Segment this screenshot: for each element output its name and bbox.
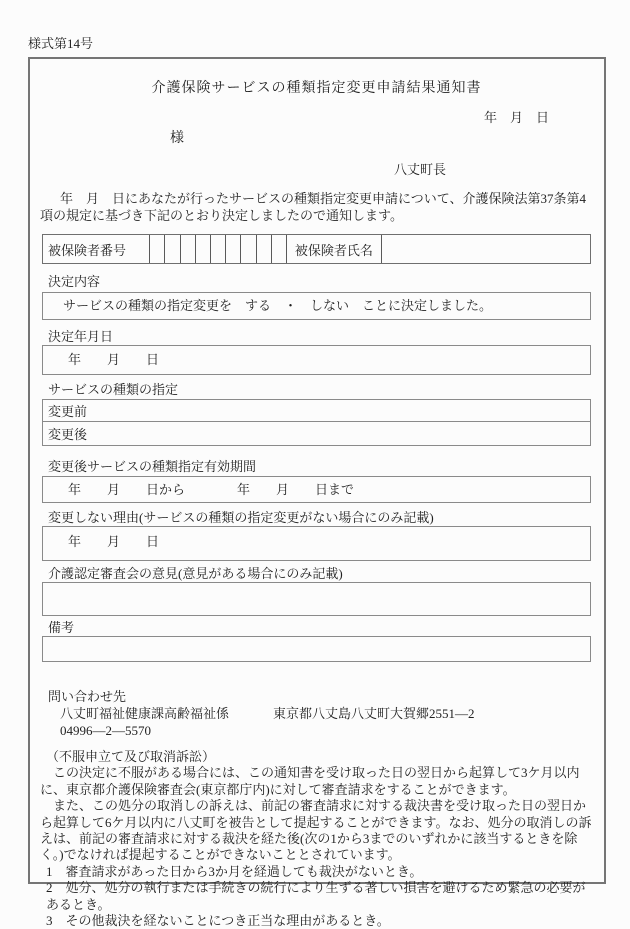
decision-date-label: 決定年月日 bbox=[48, 329, 114, 344]
insured-number-cell bbox=[256, 235, 271, 263]
service-type-row-before: 変更前 bbox=[48, 404, 88, 419]
decision-box: サービスの種類の指定変更を する ・ しない ことに決定しました。 bbox=[42, 292, 591, 320]
contact-department: 八丈町福祉健康課高齢福祉係 bbox=[60, 706, 230, 721]
insured-number-cell bbox=[240, 235, 255, 263]
service-type-box bbox=[42, 399, 591, 446]
insured-number-label: 被保険者番号 bbox=[48, 242, 127, 258]
appeal-paragraph-2: また、この処分の取消しの訴えは、前記の審査請求に対する裁決書を受け取った日の翌日から起算して6ケ月以内に八丈町を被告として提起することができます。なお、処分の取消しの訴えは、前記の審査請求に対する裁決を経た後(次の1から3までのいずれかに該当するときを除く。)でなければ提起することができないこととされています。 bbox=[40, 798, 592, 863]
insured-number-cell bbox=[271, 235, 286, 263]
service-type-row-after: 変更後 bbox=[43, 421, 590, 445]
committee-opinion-label: 介護認定審査会の意見(意見がある場合にのみ記載) bbox=[48, 566, 343, 581]
insured-number-cells bbox=[134, 235, 286, 263]
remarks-label: 備考 bbox=[48, 620, 75, 635]
issue-date: 年 月 日 bbox=[483, 110, 549, 125]
validity-box: 年 月 日から 年 月 日まで bbox=[42, 476, 591, 503]
committee-opinion-box bbox=[42, 582, 591, 616]
contact-phone: 04996—2—5570 bbox=[60, 723, 151, 738]
insured-number-cell bbox=[164, 235, 179, 263]
insured-number-cell bbox=[225, 235, 240, 263]
form-number: 様式第14号 bbox=[28, 36, 94, 51]
issuer-title: 八丈町長 bbox=[394, 162, 447, 177]
addressee-honorific: 様 bbox=[170, 131, 184, 146]
contact-heading: 問い合わせ先 bbox=[48, 689, 127, 704]
contact-address: 東京都八丈島八丈町大賀郷2551—2 bbox=[273, 706, 475, 721]
insured-table bbox=[42, 234, 591, 264]
intro-paragraph: 年 月 日にあなたが行ったサービスの種類指定変更申請について、介護保険法第37条第4項の規定に基づき下記のとおり決定しましたので通知します。 bbox=[40, 191, 586, 223]
notice-sheet bbox=[28, 57, 606, 929]
remarks-box bbox=[42, 636, 591, 662]
insured-name-value bbox=[381, 235, 590, 263]
insured-number-cell bbox=[210, 235, 225, 263]
service-type-label: サービスの種類の指定 bbox=[48, 382, 179, 397]
appeal-item-1: 1 審査請求があった日から3か月を経過しても裁決がないとき。 bbox=[46, 863, 423, 879]
appeal-section bbox=[40, 749, 597, 929]
appeal-heading: （不服申立て及び取消訴訟） bbox=[46, 749, 216, 764]
no-change-reason-box: 年 月 日 bbox=[42, 526, 591, 561]
decision-date-box: 年 月 日 bbox=[42, 345, 591, 375]
appeal-item-3: 3 その他裁決を経ないことにつき正当な理由があるとき。 bbox=[46, 913, 390, 929]
validity-label: 変更後サービスの種類指定有効期間 bbox=[48, 459, 257, 474]
appeal-paragraph-1: この決定に不服がある場合には、この通知書を受け取った日の翌日から起算して3ケ月以内に、東京都介護保険審査会(東京都庁内)に対して審査請求をすることができます。 bbox=[40, 765, 580, 797]
insured-number-cell bbox=[149, 235, 164, 263]
no-change-reason-label: 変更しない理由(サービスの種類の指定変更がない場合にのみ記載) bbox=[48, 510, 434, 525]
appeal-items bbox=[40, 864, 597, 929]
insured-number-cell bbox=[134, 235, 149, 263]
insured-name-label: 被保険者氏名 bbox=[286, 235, 381, 263]
notice-title: 介護保険サービスの種類指定変更申請結果通知書 bbox=[151, 81, 482, 96]
decision-label: 決定内容 bbox=[48, 274, 101, 289]
insured-number-cell bbox=[180, 235, 195, 263]
appeal-item-2: 2 処分、処分の執行または手続きの続行により生ずる著しい損害を避けるため緊急の必要があるとき。 bbox=[46, 880, 586, 912]
insured-number-cell bbox=[195, 235, 210, 263]
contact-line bbox=[42, 705, 591, 739]
